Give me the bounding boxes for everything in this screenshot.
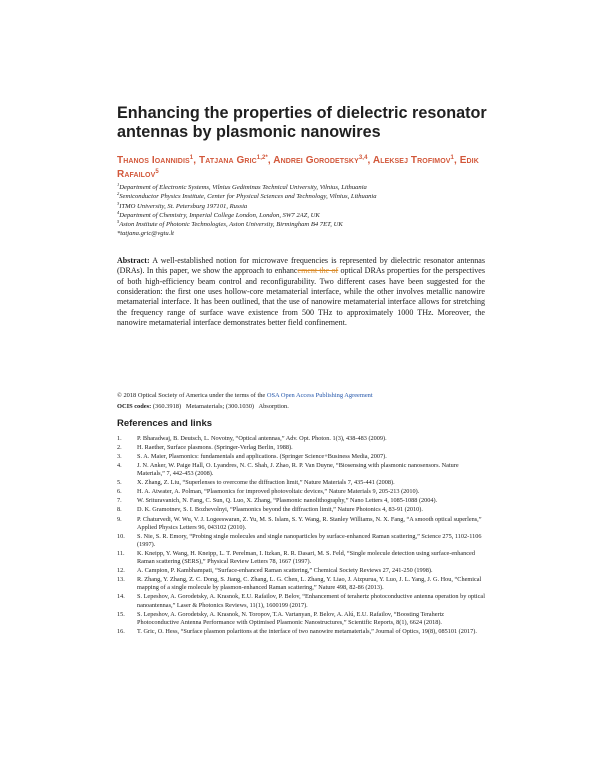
author-name: Aleksej Trofimov: [372, 155, 451, 166]
abstract: [117, 256, 485, 328]
reference-number: 1.: [117, 435, 122, 442]
reference-item: [117, 435, 487, 443]
affiliation-text: ITMO University, St. Petersburg 197101, Russia: [119, 202, 248, 210]
ocis-label: OCIS codes:: [117, 403, 152, 410]
reference-number: 10.: [117, 532, 125, 540]
author-separator: ,: [367, 155, 373, 166]
reference-item: [117, 611, 487, 627]
reference-item: [117, 462, 487, 478]
reference-text: S. Nie, S. R. Emory, “Probing single molecules and single nanoparticles by surface-enhanced Raman scattering,” Science 275, 1102-1106 (1997).: [137, 532, 482, 548]
reference-item: [117, 576, 487, 592]
reference-text: T. Gric, O. Hess, “Surface plasmon polaritons at the interface of two nanowire metamaterials,” Journal of Optics, 19(8), 085101 (2017).: [137, 627, 477, 635]
reference-number: 3.: [117, 453, 122, 461]
affiliation-mark: 5: [117, 219, 120, 225]
reference-text: W. Srituravanich, N. Fang, C. Sun, Q. Luo, X. Zhang, “Plasmonic nanolithography,” Nano Letters 4, 1085-1088 (2004).: [137, 497, 438, 505]
author-separator: ,: [453, 155, 460, 166]
reference-number: 11.: [117, 549, 125, 557]
reference-item: [117, 593, 487, 609]
reference-text: A. Campion, P. Kambhampati, “Surface-enhanced Raman scattering,” Chemical Society Reviews 27, 241-250 (1998).: [137, 567, 433, 575]
affiliation-text: *tatjana.gric@vgtu.lt: [117, 230, 174, 238]
affiliation-text: Department of Electronic Systems, Vilnius Gediminas Technical University, Vilnius, Lithuania: [119, 184, 367, 191]
reference-text: K. Kneipp, Y. Wang, H. Kneipp, L. T. Perelman, I. Itzkan, R. R. Dasari, M. S. Feld, “Single molecule detection using surface-enhanced Raman scattering (SERS),” Physical Review Letters 78, 1667 (1997).: [137, 549, 475, 566]
author-affiliation-mark: 5: [155, 169, 159, 175]
ocis-codes: [117, 402, 517, 411]
author-affiliation-mark: 1: [189, 155, 194, 161]
reference-number: 7.: [117, 497, 122, 505]
reference-number: 14.: [117, 593, 125, 601]
reference-text: S. Lepeshov, A. Gorodetsky, A. Krasnok, E.U. Rafailov, P. Belov, “Enhancement of terahertz photoconductive antenna operation by optical nanoantennas,” Laser & Photonics Reviews, 11(1), 1600199 (2017).: [137, 593, 485, 609]
copyright-text: © 2018 Optical Society of America under the terms of the: [117, 392, 267, 399]
affiliation-mark: 3: [117, 200, 120, 206]
reference-item: [117, 453, 487, 461]
reference-text: R. Zhang, Y. Zhang, Z. C. Dong, S. Jiang, C. Zhang, L. G. Chen, L. Zhang, Y. Liao, J. Aizpurua, Y. Luo, J. L. Yang, J. G. Hou, “Chemical mapping of a single molecule by plasmon-enhanced Raman scattering,” Nature 498, 82-86 (2013).: [137, 576, 482, 592]
affiliation-item: [117, 183, 537, 192]
author-affiliation-mark: 1: [450, 155, 454, 161]
affiliation-item: [117, 229, 537, 238]
affiliation-item: [117, 220, 537, 229]
reference-text: S. A. Maier, Plasmonics: fundamentals and applications. (Springer Science+Business Media, 2007).: [137, 453, 387, 461]
affiliation-list: [117, 183, 537, 239]
reference-text: P. Bharadwaj, B. Deutsch, L. Novotny, “Optical antennas,” Adv. Opt. Photon. 1(3), 438-483 (2009).: [137, 435, 387, 442]
author-separator: ,: [267, 155, 274, 166]
reference-text: P. Chaturvedi, W. Wu, V. J. Logeeswaran, Z. Yu, M. S. Islam, S. Y. Wang, R. Stanley Williams, N. X. Fang, “A smooth optical superlens,” Applied Physics Letters 96, 043102 (2010).: [137, 515, 482, 531]
affiliation-mark: 1: [117, 182, 120, 187]
reference-item: [117, 444, 487, 452]
affiliation-item: [117, 192, 537, 201]
reference-item: [117, 516, 487, 532]
author-list: [117, 154, 507, 182]
reference-number: 5.: [117, 479, 122, 487]
author-name: Thanos Ioannidis: [117, 155, 190, 166]
open-access-link[interactable]: OSA Open Access Publishing Agreement: [266, 392, 373, 399]
affiliation-item: [117, 202, 537, 211]
reference-number: 4.: [117, 462, 122, 470]
reference-item: [117, 533, 487, 549]
reference-text: H. Raether, Surface plasmons. (Springer-Verlag Berlin, 1988).: [137, 444, 293, 452]
author-affiliation-mark: 3,4: [358, 155, 368, 161]
reference-item: [117, 488, 487, 496]
affiliation-mark: 2: [117, 191, 120, 197]
reference-number: 13.: [117, 576, 125, 584]
reference-item: [117, 628, 487, 636]
reference-text: S. Lepeshov, A. Gorodetsky, A. Krasnok, N. Toropov, T.A. Vartanyan, P. Belov, A. Alú, E.U. Rafailov, “Boosting Terahertz Photoconductive Antenna Performance with Optimised Plasmonic Nanostructures,” Scientific Reports, 8(1), 6624 (2018).: [137, 610, 445, 626]
affiliation-mark: 4: [117, 209, 120, 215]
reference-text: X. Zhang, Z. Liu, “Superlenses to overcome the diffraction limit,” Nature Materials 7, 435-441 (2008).: [137, 479, 395, 487]
reference-number: 15.: [117, 610, 125, 618]
reference-number: 6.: [117, 488, 122, 496]
reference-number: 12.: [117, 567, 125, 575]
affiliation-text: Department of Chemistry, Imperial College London, London, SW7 2AZ, UK: [119, 211, 320, 219]
paper-title: Enhancing the properties of dielectric resonator antennas by plasmonic nanowires: [117, 104, 487, 141]
reference-number: 9.: [117, 515, 122, 523]
abstract-text-part2: optical DRAs properties for the perspectives of both high-efficiency beam control and reconfigurability. Two different cases have been suggested for the consideration: the first one uses hollow-core metamaterial interface, while the other involves metallic nanowire metamaterial interface. It has been outlined, that the use of nanowire metamaterial interface allows for stretching the frequency range of surface wave existence from 500 THz to approximately 1000 THz. Moreover, the nanowire metamaterial interface demonstrates better field confinement.: [117, 266, 485, 328]
reference-number: 16.: [117, 627, 125, 635]
affiliation-text: Semiconductor Physics Institute, Center for Physical Sciences and Technology, Vilnius, Lithuania: [119, 193, 377, 201]
author-separator: ,: [193, 155, 199, 166]
reference-number: 8.: [117, 506, 122, 514]
author-affiliation-mark: 1,2*: [256, 155, 268, 161]
reference-list: [117, 435, 487, 637]
copyright-notice: [117, 391, 517, 400]
abstract-tracked-deletion: ement the of: [297, 266, 339, 276]
reference-text: J. N. Anker, W. Paige Hall, O. Lyandres, N. C. Shah, J. Zhao, R. P. Van Duyne, “Biosensing with plasmonic nanosensors. Nature Materials,” 7, 442-453 (2008).: [137, 462, 459, 478]
author-name: Edik Rafailov: [117, 155, 479, 180]
reference-item: [117, 506, 487, 514]
abstract-text-part1: A well-established notion for microwave frequencies is represented by dielectric resonator antennas (DRAs). In this paper, we show the approach to enhanc: [117, 256, 485, 276]
affiliation-text: Aston Institute of Photonic Technologies, Aston University, Birmingham B4 7ET, UK: [119, 221, 343, 229]
reference-item: [117, 550, 487, 566]
reference-item: [117, 497, 487, 505]
abstract-label: Abstract:: [117, 256, 150, 265]
reference-item: [117, 567, 487, 575]
reference-text: H. A. Atwater, A. Polman, “Plasmonics for improved photovoltaic devices,” Nature Materials 9, 205-213 (2010).: [137, 488, 420, 496]
ocis-code-list: (360.3918) Metamaterials; (300.1030) Absorption.: [152, 403, 289, 410]
reference-text: D. K. Gramotnev, S. I. Bozhevolnyi, “Plasmonics beyond the diffraction limit,” Nature Photonics 4, 83-91 (2010).: [137, 506, 423, 514]
affiliation-item: [117, 211, 537, 220]
author-name: Andrei Gorodetsky: [273, 155, 359, 166]
references-heading: References and links: [117, 418, 213, 429]
author-name: Tatjana Gric: [198, 155, 257, 166]
reference-item: [117, 479, 487, 487]
reference-number: 2.: [117, 444, 122, 452]
